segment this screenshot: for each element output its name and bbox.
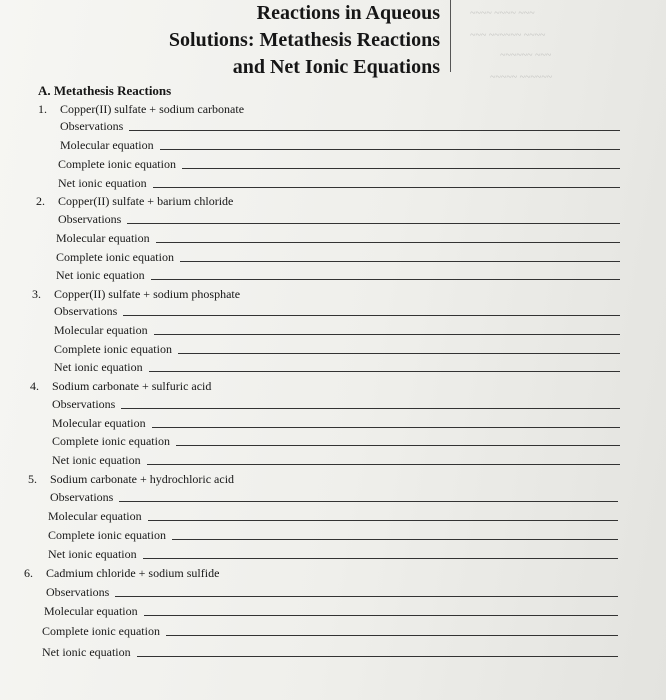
reaction-5-title [28,472,234,487]
reaction-4-title [30,379,211,394]
complete-ionic-equation-field[interactable] [42,624,618,639]
reaction-number: 1. [38,102,47,116]
net-ionic-equation-label: Net ionic equation [52,453,141,467]
complete-ionic-equation-label: Complete ionic equation [58,157,176,171]
answer-line[interactable] [176,445,620,446]
net-ionic-equation-field[interactable] [42,645,618,660]
answer-line[interactable] [115,596,618,597]
complete-ionic-equation-field[interactable] [58,157,620,172]
reaction-1-title [38,102,244,117]
complete-ionic-equation-label: Complete ionic equation [42,624,160,638]
answer-line[interactable] [180,261,620,262]
complete-ionic-equation-label: Complete ionic equation [52,434,170,448]
answer-line[interactable] [129,130,620,131]
answer-line[interactable] [121,408,620,409]
answer-line[interactable] [166,635,618,636]
observations-label: Observations [50,490,114,504]
net-ionic-equation-field[interactable] [54,360,620,375]
net-ionic-equation-label: Net ionic equation [48,547,137,561]
molecular-equation-label: Molecular equation [52,416,146,430]
net-ionic-equation-field[interactable] [58,176,620,191]
title-divider [450,0,451,72]
title-line-2: Solutions: Metathesis Reactions [168,29,440,51]
answer-line[interactable] [147,464,620,465]
reaction-number: 5. [28,472,37,486]
answer-line[interactable] [152,427,620,428]
molecular-equation-label: Molecular equation [44,604,138,618]
net-ionic-equation-label: Net ionic equation [56,268,145,282]
worksheet-title [100,0,440,81]
reaction-2-title [36,194,233,209]
complete-ionic-equation-label: Complete ionic equation [48,528,166,542]
molecular-equation-field[interactable] [52,416,620,431]
answer-line[interactable] [143,558,618,559]
net-ionic-equation-label: Net ionic equation [42,645,131,659]
molecular-equation-field[interactable] [56,231,620,246]
title-line-3: and Net Ionic Equations [232,56,440,78]
answer-line[interactable] [151,279,620,280]
observations-label: Observations [52,397,116,411]
answer-line[interactable] [156,242,620,243]
molecular-equation-field[interactable] [44,604,618,619]
reaction-number: 4. [30,379,39,393]
reaction-6-title [24,566,219,581]
molecular-equation-label: Molecular equation [56,231,150,245]
observations-field[interactable] [46,585,618,600]
answer-line[interactable] [144,615,618,616]
reaction-number: 6. [24,566,33,580]
observations-field[interactable] [52,397,620,412]
net-ionic-equation-label: Net ionic equation [54,360,143,374]
answer-line[interactable] [123,315,620,316]
net-ionic-equation-field[interactable] [52,453,620,468]
answer-line[interactable] [119,501,618,502]
answer-line[interactable] [160,149,620,150]
reaction-3-title [32,287,240,302]
answer-line[interactable] [178,353,620,354]
observations-field[interactable] [60,119,620,134]
complete-ionic-equation-label: Complete ionic equation [54,342,172,356]
complete-ionic-equation-field[interactable] [52,434,620,449]
molecular-equation-field[interactable] [60,138,620,153]
answer-line[interactable] [172,539,618,540]
observations-label: Observations [60,119,124,133]
observations-field[interactable] [54,304,620,319]
complete-ionic-equation-field[interactable] [48,528,618,543]
reaction-number: 3. [32,287,41,301]
reaction-name: Copper(II) sulfate + barium chloride [58,194,234,208]
molecular-equation-field[interactable] [48,509,618,524]
answer-line[interactable] [182,168,620,169]
bleed-through-text: ~~~~~ ~~~~~~ [490,72,553,83]
molecular-equation-label: Molecular equation [48,509,142,523]
answer-line[interactable] [137,656,618,657]
answer-line[interactable] [148,520,618,521]
title-line-1: Reactions in Aqueous [256,2,440,24]
bleed-through-text: ~~~~ ~~~~ ~~~ [470,8,535,19]
bleed-through-text: ~~~ ~~~~~~ ~~~~ [470,30,546,41]
molecular-equation-label: Molecular equation [60,138,154,152]
observations-label: Observations [46,585,110,599]
complete-ionic-equation-field[interactable] [54,342,620,357]
answer-line[interactable] [149,371,620,372]
net-ionic-equation-field[interactable] [56,268,620,283]
net-ionic-equation-field[interactable] [48,547,618,562]
bleed-through-text: ~~~~~~ ~~~ [500,50,552,61]
answer-line[interactable] [153,187,620,188]
complete-ionic-equation-field[interactable] [56,250,620,265]
molecular-equation-label: Molecular equation [54,323,148,337]
reaction-name: Sodium carbonate + hydrochloric acid [50,472,235,486]
observations-field[interactable] [50,490,618,505]
answer-line[interactable] [127,223,620,224]
reaction-name: Cadmium chloride + sodium sulfide [46,566,220,580]
observations-field[interactable] [58,212,620,227]
net-ionic-equation-label: Net ionic equation [58,176,147,190]
reaction-name: Copper(II) sulfate + sodium carbonate [60,102,245,116]
reaction-number: 2. [36,194,45,208]
section-heading: A. Metathesis Reactions [38,83,172,98]
reaction-name: Sodium carbonate + sulfuric acid [52,379,212,393]
answer-line[interactable] [154,334,620,335]
observations-label: Observations [58,212,122,226]
reaction-name: Copper(II) sulfate + sodium phosphate [54,287,241,301]
observations-label: Observations [54,304,118,318]
molecular-equation-field[interactable] [54,323,620,338]
complete-ionic-equation-label: Complete ionic equation [56,250,174,264]
